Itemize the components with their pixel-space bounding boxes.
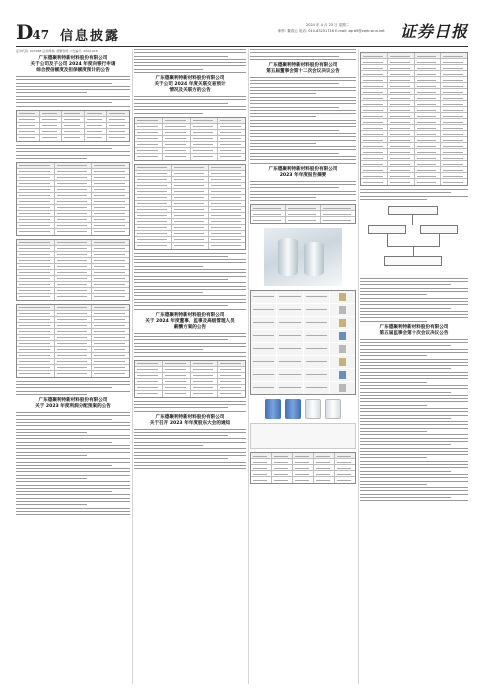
data-table	[16, 304, 130, 378]
page-number-badge	[16, 22, 49, 45]
bottle-image	[325, 399, 341, 419]
column-divider	[132, 49, 133, 684]
column-divider	[248, 49, 249, 684]
page-prefix: D	[16, 20, 33, 44]
announcement-title	[134, 76, 246, 94]
body-text	[16, 412, 130, 515]
data-table	[134, 360, 246, 398]
title-line: 广东德聚利特新材料股份有限公司	[155, 76, 225, 82]
stock-code-line: 证券代码: 603088 证券简称: 德聚利特 公告编号: 2024-018	[16, 49, 98, 53]
data-table	[250, 204, 356, 224]
body-text	[134, 429, 246, 470]
body-text	[134, 333, 246, 357]
announcement-title	[16, 398, 130, 410]
bottle-image	[305, 399, 321, 419]
body-text	[134, 49, 246, 73]
title-line: 广东德聚利特新材料股份有限公司	[379, 324, 449, 330]
announcement-title	[360, 325, 468, 337]
body-text	[134, 253, 246, 310]
title-line: 广东德聚利特新材料股份有限公司	[268, 62, 338, 68]
body-text	[134, 96, 246, 113]
title-line: 关于公司及子公司 2024 年度向银行申请	[30, 62, 116, 67]
title-line: 关于 2024 年度董事、监事及高级管理人员	[145, 318, 235, 324]
body-text	[360, 339, 468, 502]
title-line: 广东德聚利特新材料股份有限公司	[155, 312, 225, 318]
title-line: 综合授信额度及担保额度预计的公告	[36, 68, 110, 73]
product-table	[250, 290, 356, 395]
announcement-title	[250, 63, 356, 75]
data-table	[16, 162, 130, 236]
title-line: 关于 2023 年度利润分配预案的公告	[35, 404, 111, 410]
data-table	[16, 239, 130, 301]
data-table	[134, 117, 246, 161]
title-line: 情况及关联方的公告	[169, 88, 211, 94]
title-line: 2023 年年度报告摘要	[279, 172, 327, 178]
column-divider	[358, 49, 359, 684]
drum-image	[265, 399, 281, 419]
body-text	[16, 76, 130, 107]
data-table	[134, 164, 246, 250]
announcement-title	[250, 167, 356, 179]
title-line: 关于召开 2023 年年度股东大会的通知	[149, 420, 231, 426]
section-title: 信息披露	[60, 29, 121, 44]
issue-date: 2024 年 4 月 23 日 星期二	[306, 23, 350, 27]
body-text	[250, 49, 356, 60]
title-line: 广东德聚利特新材料股份有限公司	[155, 414, 225, 420]
data-table	[16, 110, 130, 142]
column-2	[134, 49, 246, 684]
column-1	[16, 49, 130, 684]
title-line: 广东德聚利特新材料股份有限公司	[268, 166, 338, 172]
ownership-diagram	[360, 204, 468, 274]
title-line: 广东德聚利特新材料股份有限公司	[38, 398, 108, 404]
title-line: 第五届董事会第十二次会议决议公告	[266, 68, 340, 74]
announcement-title	[16, 56, 130, 74]
masthead-logo: 证券日报	[399, 22, 468, 41]
header-rule	[16, 46, 468, 47]
title-line: 第五届监事会第十次会议决议公告	[379, 330, 449, 336]
body-text	[360, 189, 468, 200]
drum-image	[285, 399, 301, 419]
column-4	[360, 49, 468, 684]
body-text	[250, 181, 356, 202]
announcement-title	[134, 313, 246, 331]
column-3	[250, 49, 356, 684]
body-text	[250, 77, 356, 164]
page-header	[16, 20, 468, 46]
body-text	[134, 401, 246, 412]
issue-contact: 制作: 董春云 电话: 010-83251716 E-mail: zqrb9@zqrb.sina.net	[278, 29, 385, 33]
body-text	[16, 145, 130, 159]
announcement-title	[134, 415, 246, 427]
data-table	[360, 52, 468, 186]
title-line: 广东德聚利特新材料股份有限公司	[38, 56, 108, 61]
product-photo	[264, 228, 342, 286]
body-text	[360, 278, 468, 322]
signature-image	[250, 423, 356, 449]
title-line: 薪酬方案的公告	[173, 324, 207, 330]
page-number: 47	[32, 28, 50, 42]
body-text	[16, 381, 130, 395]
product-images	[250, 399, 356, 419]
data-table	[250, 452, 356, 484]
title-line: 关于公司 2024 年度关联交易预计	[154, 82, 226, 88]
